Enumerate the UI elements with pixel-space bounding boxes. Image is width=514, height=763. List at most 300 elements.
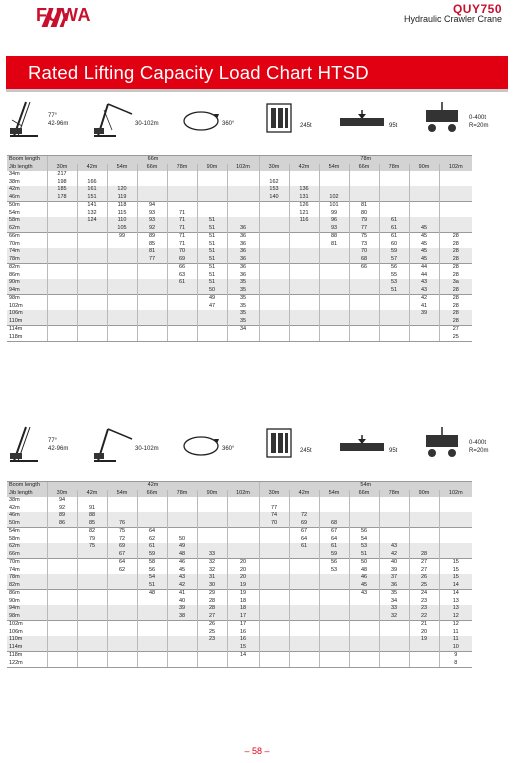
capacity-cell: 38 [167, 613, 197, 621]
radius-cell: 66m [7, 233, 47, 241]
radius-cell: 58m [7, 217, 47, 225]
capacity-cell [47, 574, 77, 582]
capacity-cell: 36 [227, 256, 259, 264]
capacity-cell [47, 202, 77, 210]
capacity-cell: 17 [227, 621, 259, 629]
capacity-cell: 9 [439, 652, 472, 660]
capacity-cell: 43 [349, 590, 379, 598]
capacity-cell: 22 [409, 613, 439, 621]
capacity-cell: 75 [77, 543, 107, 551]
capacity-cell [167, 303, 197, 311]
capacity-cell [47, 559, 77, 567]
capacity-cell [349, 194, 379, 202]
capacity-cell: 25 [439, 334, 472, 342]
capacity-cell [289, 590, 319, 598]
capacity-cell [259, 497, 289, 505]
capacity-cell [319, 613, 349, 621]
slew-label: 360° [222, 121, 235, 127]
capacity-cell: 14 [439, 590, 472, 598]
capacity-cell [77, 171, 107, 179]
capacity-cell [259, 256, 289, 264]
capacity-cell [409, 497, 439, 505]
capacity-cell [77, 567, 107, 575]
capacity-cell [137, 605, 167, 613]
capacity-cell: 68 [349, 256, 379, 264]
capacity-cell [349, 505, 379, 513]
capacity-cell [349, 605, 379, 613]
capacity-cell [137, 636, 167, 644]
capacity-cell [77, 629, 107, 637]
capacity-cell [289, 241, 319, 249]
jib-column-header: 66m [137, 490, 167, 498]
capacity-cell [167, 287, 197, 295]
capacity-cell [289, 644, 319, 652]
jib-column-header: 78m [379, 164, 409, 172]
capacity-cell: 40 [379, 559, 409, 567]
capacity-cell: 27 [439, 326, 472, 334]
capacity-cell [47, 629, 77, 637]
capacity-cell: 35 [227, 303, 259, 311]
capacity-cell: 45 [349, 582, 379, 590]
capacity-cell [319, 590, 349, 598]
boom-angle-icon [8, 100, 46, 138]
capacity-cell: 70 [167, 248, 197, 256]
radius-cell: 46m [7, 512, 47, 520]
jib-column-header: 30m [47, 164, 77, 172]
capacity-cell [259, 644, 289, 652]
capacity-cell: 124 [77, 217, 107, 225]
capacity-cell: 14 [227, 652, 259, 660]
boom-angle-icon [8, 425, 46, 463]
capacity-cell: 35 [227, 318, 259, 326]
capacity-cell [409, 652, 439, 660]
jib-column-header: 102m [439, 490, 472, 498]
capacity-cell [439, 543, 472, 551]
capacity-cell [47, 621, 77, 629]
capacity-cell: 26 [409, 574, 439, 582]
capacity-cell [77, 241, 107, 249]
capacity-cell: 51 [197, 241, 227, 249]
capacity-cell [379, 179, 409, 187]
capacity-cell [379, 318, 409, 326]
jib-column-header: 102m [227, 490, 259, 498]
capacity-cell: 86 [47, 520, 77, 528]
table-row [7, 202, 472, 210]
capacity-cell [349, 629, 379, 637]
table-row [7, 613, 472, 621]
capacity-cell [379, 210, 409, 218]
table-row [7, 303, 472, 311]
capacity-cell [77, 295, 107, 303]
capacity-cell [379, 505, 409, 513]
jib-column-header: 78m [167, 164, 197, 172]
jib-column-header: 42m [77, 490, 107, 498]
capacity-cell [319, 497, 349, 505]
capacity-cell [107, 636, 137, 644]
capacity-cell: 120 [107, 186, 137, 194]
capacity-cell [319, 582, 349, 590]
capacity-cell [197, 210, 227, 218]
capacity-cell [197, 660, 227, 668]
capacity-cell: 61 [379, 225, 409, 233]
capacity-cell [349, 598, 379, 606]
capacity-cell [167, 179, 197, 187]
capacity-cell [349, 279, 379, 287]
capacity-cell [77, 621, 107, 629]
capacity-cell [259, 334, 289, 342]
capacity-cell [167, 310, 197, 318]
brand-name: FUWA [36, 5, 91, 25]
capacity-cell: 28 [439, 303, 472, 311]
capacity-cell [77, 582, 107, 590]
capacity-cell: 46 [349, 574, 379, 582]
capacity-cell [227, 660, 259, 668]
capacity-cell: 115 [107, 210, 137, 218]
capacity-cell: 12 [439, 613, 472, 621]
capacity-cell [47, 272, 77, 280]
capacity-cell [259, 303, 289, 311]
boom-length-header: Boom length [7, 482, 47, 490]
capacity-cell [259, 629, 289, 637]
jib-column-header: 66m [349, 164, 379, 172]
capacity-cell [379, 171, 409, 179]
capacity-cell [259, 272, 289, 280]
capacity-cell [379, 303, 409, 311]
radius-cell: 70m [7, 559, 47, 567]
icon-row-2 [8, 425, 508, 463]
capacity-cell [289, 318, 319, 326]
capacity-cell: 45 [409, 225, 439, 233]
capacity-cell: 92 [137, 225, 167, 233]
capacity-cell [409, 512, 439, 520]
capacity-cell: 51 [197, 233, 227, 241]
capacity-cell [77, 551, 107, 559]
capacity-cell [107, 621, 137, 629]
capacity-cell: 69 [167, 256, 197, 264]
capacity-cell [349, 644, 379, 652]
capacity-cell: 61 [379, 233, 409, 241]
capacity-cell: 40 [167, 598, 197, 606]
chart-title: Rated Lifting Capacity Load Chart HTSD [28, 62, 369, 83]
capacity-cell [439, 497, 472, 505]
capacity-cell [289, 272, 319, 280]
table-row [7, 171, 472, 179]
capacity-cell [197, 186, 227, 194]
capacity-cell: 43 [167, 574, 197, 582]
capacity-cell [47, 233, 77, 241]
radius-cell: 62m [7, 225, 47, 233]
capacity-cell [259, 536, 289, 544]
radius-cell: 98m [7, 613, 47, 621]
capacity-cell [349, 660, 379, 668]
capacity-cell [349, 310, 379, 318]
table-row [7, 334, 472, 342]
capacity-cell [289, 551, 319, 559]
boom-group-header: 42m [47, 482, 259, 490]
capacity-cell: 64 [319, 536, 349, 544]
capacity-cell [167, 171, 197, 179]
capacity-cell: 32 [197, 559, 227, 567]
capacity-cell [319, 621, 349, 629]
capacity-cell: 15 [227, 644, 259, 652]
capacity-cell: 64 [289, 536, 319, 544]
capacity-cell: 77 [137, 256, 167, 264]
capacity-cell [197, 334, 227, 342]
radius-cell: 50m [7, 520, 47, 528]
capacity-cell: 79 [349, 217, 379, 225]
boom-group-header: 54m [259, 482, 472, 490]
capacity-cell: 217 [47, 171, 77, 179]
capacity-cell [289, 567, 319, 575]
capacity-cell: 34 [379, 598, 409, 606]
capacity-cell: 118 [107, 202, 137, 210]
capacity-cell [349, 636, 379, 644]
table-row [7, 629, 472, 637]
capacity-cell [379, 528, 409, 536]
capacity-cell [259, 264, 289, 272]
capacity-cell: 49 [197, 295, 227, 303]
capacity-cell: 28 [439, 241, 472, 249]
jib-column-header: 54m [319, 490, 349, 498]
capacity-cell [107, 497, 137, 505]
capacity-cell [107, 574, 137, 582]
table-row [7, 210, 472, 218]
capacity-cell [167, 520, 197, 528]
capacity-cell [47, 598, 77, 606]
capacity-cell [47, 217, 77, 225]
capacity-cell [47, 241, 77, 249]
capacity-cell: 79 [77, 536, 107, 544]
capacity-cell [137, 598, 167, 606]
capacity-cell [439, 217, 472, 225]
capacity-cell [289, 636, 319, 644]
capacity-cell [319, 605, 349, 613]
capacity-cell: 20 [227, 567, 259, 575]
capacity-cell [107, 582, 137, 590]
capacity-cell: 41 [167, 590, 197, 598]
capacity-cell [319, 652, 349, 660]
capacity-cell [319, 186, 349, 194]
capacity-cell: 66 [349, 264, 379, 272]
capacity-cell: 42 [167, 582, 197, 590]
capacity-cell [289, 295, 319, 303]
capacity-cell: 136 [289, 186, 319, 194]
capacity-cell: 37 [379, 574, 409, 582]
capacity-cell [259, 636, 289, 644]
capacity-cell [137, 295, 167, 303]
capacity-cell [439, 512, 472, 520]
capacity-cell: 85 [137, 241, 167, 249]
page-number: – 58 – [244, 746, 270, 756]
capacity-cell: 35 [379, 590, 409, 598]
capacity-cell: 28 [439, 272, 472, 280]
jib-column-header: 90m [409, 490, 439, 498]
capacity-cell: 132 [77, 210, 107, 218]
capacity-cell: 27 [409, 567, 439, 575]
capacity-cell: 51 [349, 551, 379, 559]
capacity-cell [47, 334, 77, 342]
capacity-cell: 13 [439, 605, 472, 613]
capacity-cell [319, 248, 349, 256]
capacity-cell: 61 [289, 543, 319, 551]
capacity-cell [289, 326, 319, 334]
boom-length-header: Boom length [7, 156, 47, 164]
capacity-cell [137, 194, 167, 202]
capacity-cell [289, 629, 319, 637]
radius-cell: 50m [7, 202, 47, 210]
radius-cell: 58m [9, 535, 20, 542]
radius-cell: 114m [7, 326, 47, 334]
capacity-cell [349, 179, 379, 187]
capacity-cell [47, 318, 77, 326]
capacity-cell [167, 334, 197, 342]
capacity-cell: 10 [439, 644, 472, 652]
capacity-cell: 62 [107, 567, 137, 575]
capacity-cell [259, 652, 289, 660]
capacity-cell [77, 660, 107, 668]
table-row [7, 233, 472, 241]
capacity-cell [167, 326, 197, 334]
radius-cell: 122m [7, 660, 47, 668]
capacity-cell [439, 536, 472, 544]
capacity-cell: 151 [77, 194, 107, 202]
table-row [7, 567, 472, 575]
capacity-cell [47, 287, 77, 295]
capacity-cell [77, 605, 107, 613]
capacity-cell [227, 497, 259, 505]
capacity-cell: 48 [349, 567, 379, 575]
capacity-cell: 141 [77, 202, 107, 210]
capacity-cell [319, 272, 349, 280]
capacity-cell: 45 [409, 233, 439, 241]
capacity-cell [379, 636, 409, 644]
capacity-cell: 69 [107, 543, 137, 551]
capacity-cell: 55 [379, 272, 409, 280]
capacity-cell [77, 233, 107, 241]
luffing-jib-icon [92, 425, 134, 463]
capacity-cell [319, 598, 349, 606]
capacity-cell [259, 217, 289, 225]
capacity-cell [349, 520, 379, 528]
capacity-cell [349, 652, 379, 660]
capacity-cell [197, 179, 227, 187]
capacity-cell [259, 225, 289, 233]
table-row [7, 241, 472, 249]
capacity-cell [167, 636, 197, 644]
radius-cell: 42m [7, 186, 47, 194]
capacity-cell: 74 [259, 512, 289, 520]
table-row [7, 605, 472, 613]
capacity-cell: 140 [259, 194, 289, 202]
capacity-cell: 92 [47, 505, 77, 513]
radius-cell: 54m [7, 528, 47, 536]
capacity-cell [289, 652, 319, 660]
capacity-cell [289, 179, 319, 187]
model-name: QUY750 [452, 2, 502, 16]
jib-column-header: 30m [47, 490, 77, 498]
capacity-cell [77, 310, 107, 318]
capacity-cell [409, 202, 439, 210]
capacity-cell [227, 505, 259, 513]
capacity-cell: 36 [379, 582, 409, 590]
capacity-cell [167, 528, 197, 536]
capacity-cell: 50 [349, 559, 379, 567]
capacity-cell: 185 [47, 186, 77, 194]
capacity-cell: 15 [439, 567, 472, 575]
capacity-cell [47, 279, 77, 287]
capacity-cell: 153 [259, 186, 289, 194]
capacity-cell: 12 [439, 621, 472, 629]
capacity-cell: 45 [409, 248, 439, 256]
hook-radius-label: R=20m [469, 123, 489, 129]
capacity-cell: 20 [227, 559, 259, 567]
capacity-cell [197, 512, 227, 520]
capacity-cell [167, 194, 197, 202]
capacity-cell [289, 574, 319, 582]
counterweight-icon [259, 100, 299, 138]
model-subtitle: Hydraulic Crawler Crane [403, 14, 502, 24]
table-row [7, 256, 472, 264]
capacity-cell: 126 [289, 202, 319, 210]
jib-column-header: 42m [289, 164, 319, 172]
capacity-cell [439, 225, 472, 233]
hook-capacity-label: 0-400t [469, 440, 487, 446]
table-row [7, 660, 472, 668]
capacity-cell: 51 [197, 248, 227, 256]
capacity-cell [137, 264, 167, 272]
capacity-cell: 70 [349, 248, 379, 256]
table-row [7, 574, 472, 582]
radius-cell: 74m [7, 248, 47, 256]
jib-length-header: Jib length [7, 164, 47, 172]
capacity-cell [349, 497, 379, 505]
table-row [7, 536, 472, 544]
car-body-weight-label: 95t [389, 448, 398, 454]
counterweight-label: 245t [300, 123, 312, 129]
capacity-cell [107, 605, 137, 613]
capacity-cell: 25 [197, 629, 227, 637]
capacity-cell [319, 279, 349, 287]
capacity-cell [137, 303, 167, 311]
capacity-cell [259, 660, 289, 668]
capacity-cell: 71 [167, 241, 197, 249]
capacity-cell [77, 256, 107, 264]
table-row [7, 543, 472, 551]
capacity-cell [289, 598, 319, 606]
capacity-cell: 15 [439, 559, 472, 567]
capacity-cell [77, 279, 107, 287]
capacity-cell [379, 629, 409, 637]
capacity-cell: 28 [439, 295, 472, 303]
capacity-cell [289, 621, 319, 629]
jib-column-header: 78m [167, 490, 197, 498]
capacity-cell [349, 326, 379, 334]
capacity-cell: 63 [167, 272, 197, 280]
capacity-cell: 23 [409, 605, 439, 613]
capacity-cell: 59 [319, 551, 349, 559]
capacity-cell [259, 202, 289, 210]
capacity-cell [47, 636, 77, 644]
capacity-cell [319, 574, 349, 582]
capacity-cell [167, 186, 197, 194]
capacity-cell [107, 598, 137, 606]
capacity-cell [77, 264, 107, 272]
capacity-cell [137, 629, 167, 637]
capacity-cell [227, 512, 259, 520]
capacity-cell [137, 287, 167, 295]
capacity-cell [289, 248, 319, 256]
jib-column-header: 90m [409, 164, 439, 172]
